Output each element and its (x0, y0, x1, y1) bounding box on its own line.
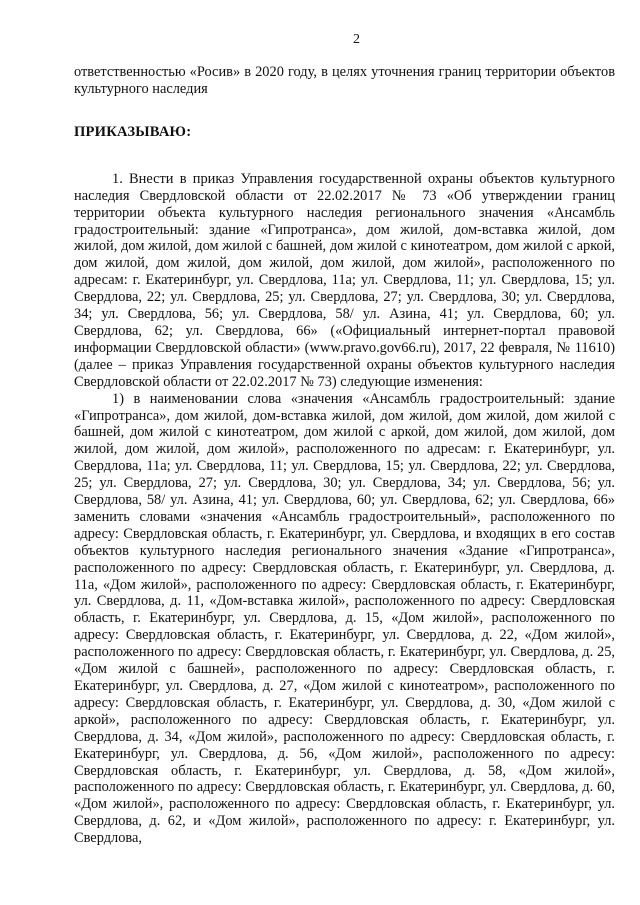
item-1-paragraph: 1. Внести в приказ Управления государственной охраны объектов культурного наследия Свердловской области от 22.02.2017 № 73 «Об утверждении границ территории объекта культурного наследия регионального значения «Ансамбль градостроительный: здание «Гипротранса», дом жилой, дом-вставка жилой, дом жилой, дом жилой, дом жилой с башней, дом жилой с кинотеатром, дом жилой с аркой, дом жилой, дом жилой, дом жилой, дом жилой, дом жилой», расположенного по адресам: г. Екатеринбург, ул. Свердлова, 11а; ул. Свердлова, 11; ул. Свердлова, 15; ул. Свердлова, 22; ул. Свердлова, 25; ул. Свердлова, 27; ул. Свердлова, 30; ул. Свердлова, 34; ул. Свердлова, 56; ул. Свердлова, 58/ ул. Азина, 41; ул. Свердлова, 60; ул. Свердлова, 62; ул. Свердлова, 66» («Официальный интернет-портал правовой информации Свердловской области» (www.pravo.gov66.ru), 2017, 22 февраля, № 11610) (далее – приказ Управления государственной охраны объектов культурного наследия Свердловской области от 22.02.2017 № 73) следующие изменения: (74, 170, 615, 390)
intro-paragraph: ответственностью «Росив» в 2020 году, в целях уточнения границ территории объектов культурного наследия (74, 64, 615, 97)
order-heading: ПРИКАЗЫВАЮ: (74, 123, 192, 140)
page-number: 2 (353, 32, 360, 47)
subitem-1-paragraph: 1) в наименовании слова «значения «Ансамбль градостроительный: здание «Гипротранса», дом жилой, дом-вставка жилой, дом жилой, дом жилой, дом жилой с башней, дом жилой с кинотеатром, дом жилой с аркой, дом жилой, дом жилой, дом жилой, дом жилой, дом жилой», расположенного по адресам: г. Екатеринбург, ул. Свердлова, 11а; ул. Свердлова, 11; ул. Свердлова, 15; ул. Свердлова, 22; ул. Свердлова, 25; ул. Свердлова, 27; ул. Свердлова, 30; ул. Свердлова, 34; ул. Свердлова, 56; ул. Свердлова, 58/ ул. Азина, 41; ул. Свердлова, 60; ул. Свердлова, 62; ул. Свердлова, 66» заменить словами «значения «Ансамбль градостроительный», расположенного по адресу: Свердловская область, г. Екатеринбург, ул. Свердлова, и входящих в его состав объектов культурного наследия регионального значения «Здание «Гипротранса», расположенного по адресу: Свердловская область, г. Екатеринбург, ул. Свердлова, д. 11а, «Дом жилой», расположенного по адресу: Свердловская область, г. Екатеринбург, ул. Свердлова, д. 11, «Дом-вставка жилой», расположенного по адресу: Свердловская область, г. Екатеринбург, ул. Свердлова, д. 15, «Дом жилой», расположенного по адресу: Свердловская область, г. Екатеринбург, ул. Свердлова, д. 22, «Дом жилой», расположенного по адресу: Свердловская область, г. Екатеринбург, ул. Свердлова, д. 25, «Дом жилой с башней», расположенного по адресу: Свердловская область, г. Екатеринбург, ул. Свердлова, д. 27, «Дом жилой с кинотеатром», расположенного по адресу: Свердловская область, г. Екатеринбург, ул. Свердлова, д. 30, «Дом жилой с аркой», расположенного по адресу: Свердловская область, г. Екатеринбург, ул. Свердлова, д. 34, «Дом жилой», расположенного по адресу: Свердловская область, г. Екатеринбург, ул. Свердлова, д. 56, «Дом жилой», расположенного по адресу: Свердловская область, г. Екатеринбург, ул. Свердлова, д. 58, «Дом жилой», расположенного по адресу: Свердловская область, г. Екатеринбург, ул. Свердлова, д. 60, «Дом жилой», расположенного по адресу: Свердловская область, г. Екатеринбург, ул. Свердлова, д. 62, и «Дом жилой», расположенного по адресу: г. Екатеринбург, ул. Свердлова, (74, 390, 615, 847)
